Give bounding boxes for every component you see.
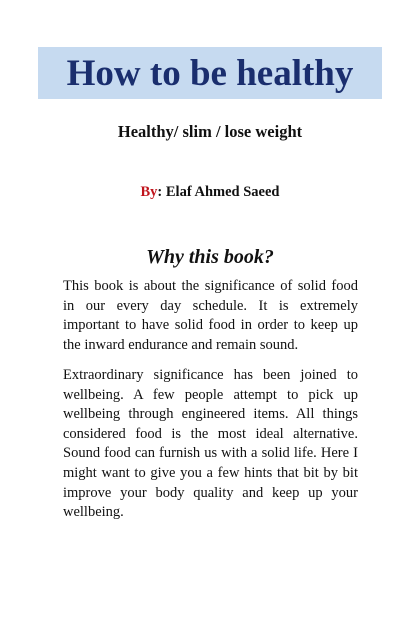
subtitle: Healthy/ slim / lose weight xyxy=(117,122,303,141)
page-title: How to be healthy xyxy=(66,52,354,94)
title-banner xyxy=(38,47,382,99)
section-heading: Why this book? xyxy=(146,246,274,268)
by-label: By xyxy=(140,184,158,200)
byline xyxy=(0,184,420,201)
paragraph-2: Extraordinary significance has been joined to wellbeing. A few people attempt to pick up wellbeing through engineered items. All things considered food is the most ideal alternative. Sound food can furnish us with a solid life. Here I might want to give you a few hints that bit by bit improve your body quality and keep up your wellbeing. xyxy=(63,367,358,521)
paragraph-1: This book is about the significance of solid food in our every day schedule. It is extremely important to have solid food in order to keep up the inward endurance and remain sound. xyxy=(63,278,358,353)
by-separator: : xyxy=(157,184,163,200)
author-name: Elaf Ahmed Saeed xyxy=(162,184,280,200)
